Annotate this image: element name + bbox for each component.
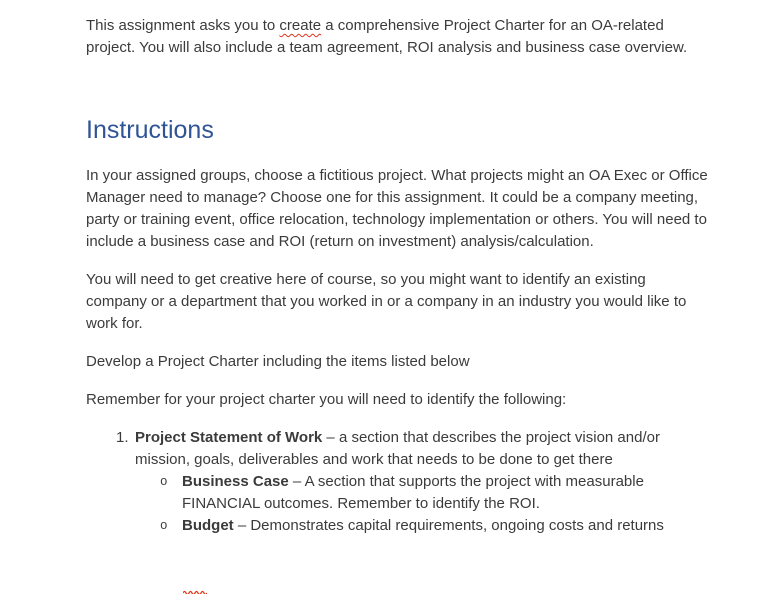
intro-text-post: a comprehensive Project Charter for an OA-related project. You will also include a team agreement, ROI analysis and business case overview.: [86, 17, 688, 56]
list-item-bold-label: Budget: [182, 517, 234, 534]
paragraph-remember: Remember for your project charter you will need to identify the following:: [86, 391, 567, 408]
list-bullet-o: o: [160, 475, 168, 489]
list-item-body: – Demonstrates capital requirements, ongoing costs and returns: [233, 517, 664, 534]
instructions-heading: Instructions: [86, 116, 214, 144]
list-bullet-o: o: [160, 519, 168, 533]
list-item-bold-label: Project Statement of Work: [135, 429, 323, 446]
list-item-bold-label: Business Case: [182, 473, 289, 490]
list-item-text: [182, 471, 708, 515]
charter-items-list: [86, 427, 708, 537]
paragraph-develop-charter: Develop a Project Charter including the items listed below: [86, 353, 470, 370]
paragraph-get-creative: You will need to get creative here of course, so you might want to identify an existing company or a department that you worked in or a company in an industry you would like to work for.: [86, 271, 687, 332]
intro-text-pre: This assignment asks you to: [86, 17, 280, 34]
paragraph-assigned-groups: In your assigned groups, choose a fictitious project. What projects might an OA Exec or Office Manager need to manage? Choose one for this assignment. It could be a company meeting, party or training event, office relocation, technology implementation or others. You will need to include a business case and ROI (return on investment) analysis/calculation.: [86, 167, 708, 250]
list-item-business-case: [86, 471, 708, 515]
list-item-text: [182, 515, 708, 537]
spellcheck-squiggle-cutoff: [183, 589, 207, 594]
intro-paragraph: [86, 15, 708, 59]
list-item-project-statement: [86, 427, 708, 471]
list-item-budget: [86, 515, 708, 537]
list-item-text: [135, 427, 708, 471]
list-item-body: – A section that supports the project with measurable FINANCIAL outcomes. Remember to identify the ROI.: [182, 473, 644, 512]
misspelled-word-create: create: [279, 17, 322, 34]
list-item-body: – a section that describes the project vision and/or mission, goals, deliverables and work that needs to be done to get there: [135, 429, 660, 468]
list-number: 1.: [116, 429, 129, 446]
